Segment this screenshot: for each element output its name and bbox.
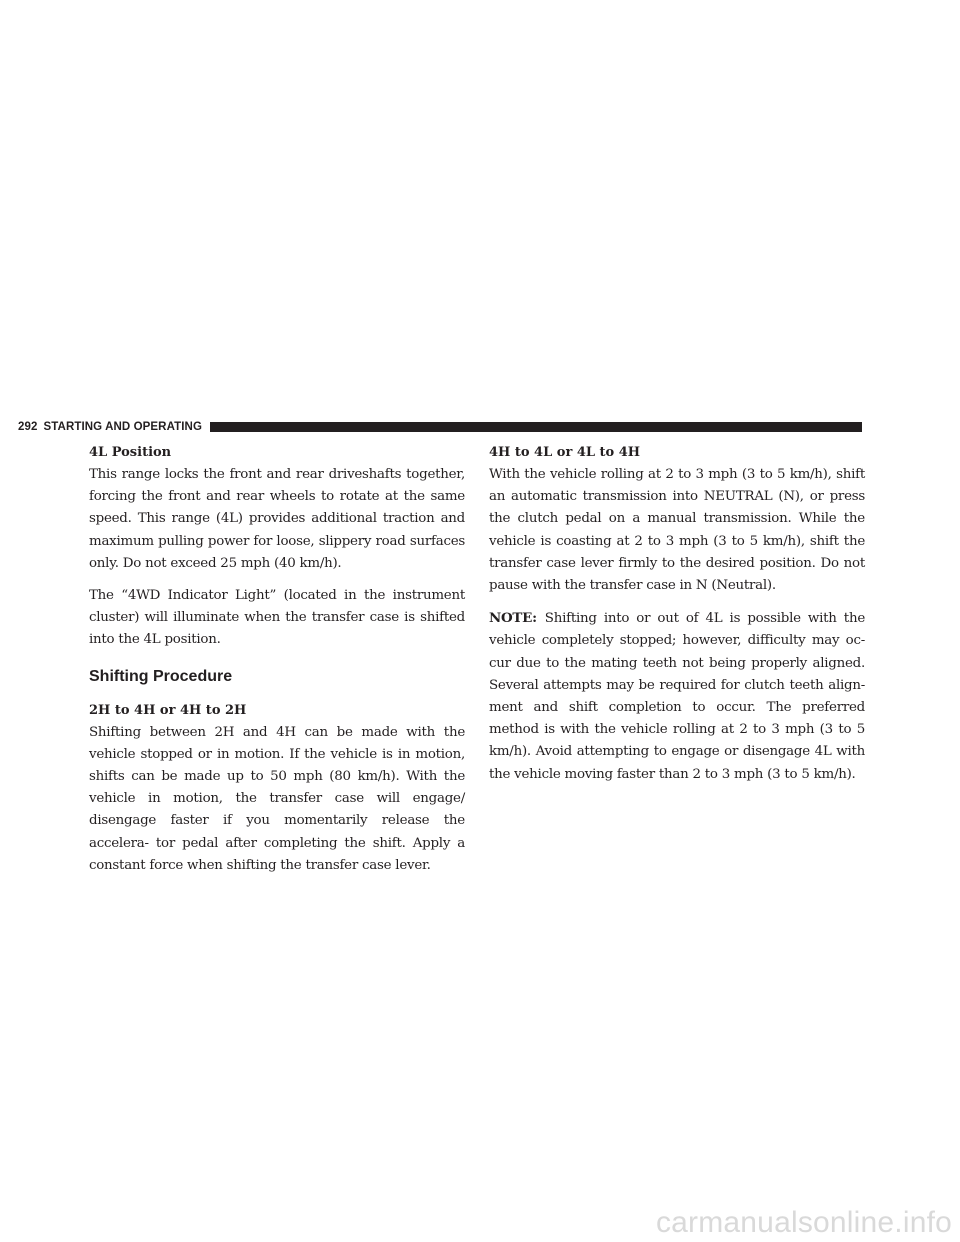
page-number: 292 xyxy=(18,421,38,433)
paragraph-4h-4l: With the vehicle rolling at 2 to 3 mph (3 to 5 km/h), shift an automatic transmission into NEUTRAL (N), or press the clutch pedal on a manual transmission. While the vehicle is coasting at 2 to 3 mph (3 to 5 km/h), shift the transfer case lever firmly to the desired position. Do not pause with the transfer case in N (Neutral). xyxy=(489,467,865,594)
paragraph-4wd-indicator: The “4WD Indicator Light” (located in the instrument cluster) will illuminate when the transfer case is shifted into the 4L position. xyxy=(89,588,465,648)
heading-2h-4h: 2H to 4H or 4H to 2H xyxy=(89,702,247,718)
header-label xyxy=(18,420,202,434)
paragraph-2h-4h: Shifting between 2H and 4H can be made with the vehicle stopped or in motion. If the vehicle is in motion, shifts can be made up to 50 mph (80 km/h). With the vehicle in motion, the transfer case will engage/ disengage faster if you momentarily release the accelera- tor pedal after completing the shift. Apply a constant force when shifting the transfer case lever. xyxy=(89,724,465,873)
section-title-shifting-procedure: Shifting Procedure xyxy=(89,667,233,685)
heading-4h-4l: 4H to 4L or 4L to 4H xyxy=(489,445,641,460)
header-rule xyxy=(210,422,862,432)
left-column xyxy=(89,442,465,887)
note-label: NOTE: xyxy=(489,610,537,627)
right-column xyxy=(489,442,865,796)
paragraph-4l-range: This range locks the front and rear driveshafts together, forcing the front and rear wheels to rotate at the same speed. This range (4L) provides additional traction and maximum pulling power for loose, slippery road surfaces only. Do not exceed 25 mph (40 km/h). xyxy=(89,467,465,571)
heading-4l-position: 4L Position xyxy=(89,445,172,460)
note-paragraph xyxy=(489,607,865,786)
section-name: STARTING AND OPERATING xyxy=(43,421,203,433)
watermark: carmanualsonline.info xyxy=(655,1206,952,1239)
note-text: Shifting into or out of 4L is possible with the vehicle completely stopped; however, difficulty may oc- cur due to the mating teeth not being properly aligned. Several attempts may be required for clutch teeth align- ment and shift completion to occur. The preferred method is with the vehicle rolling at 2 to 3 mph (3 to 5 km/h). Avoid attempting to engage or disengage 4L with the vehicle moving faster than 2 to 3 mph (3 to 5 km/h). xyxy=(489,611,865,782)
page-header xyxy=(18,420,862,434)
